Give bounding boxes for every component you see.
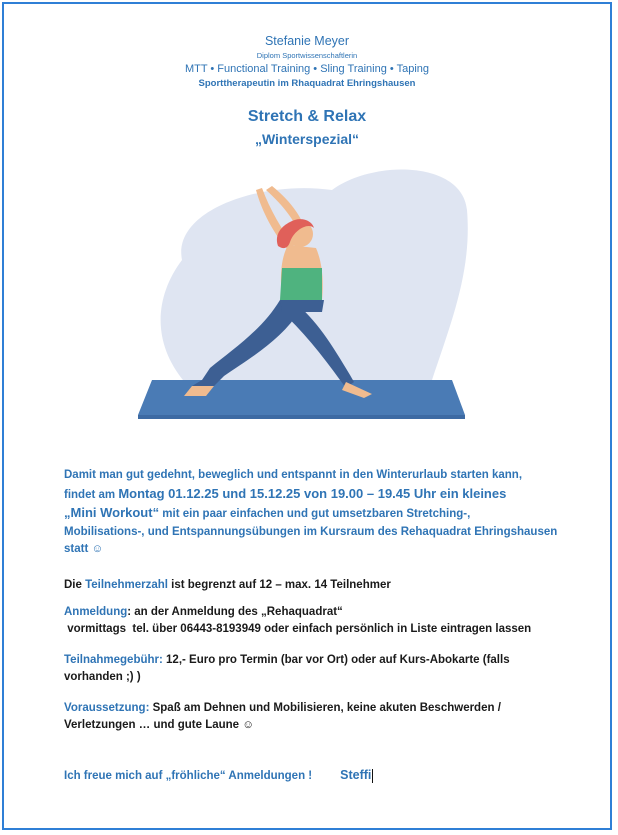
- intro-line-3b: mit ein paar einfachen und gut umsetzbaren Stretching-,: [159, 508, 471, 520]
- author-diploma: Diplom Sportwissenschaftlerin: [256, 51, 358, 60]
- yoga-warrior-pose-illustration: [132, 150, 469, 427]
- closing-line: [64, 767, 564, 785]
- participant-label: Teilnehmerzahl: [85, 579, 168, 591]
- requirements-label: Voraussetzung:: [64, 702, 150, 714]
- participant-limit: [64, 577, 564, 594]
- requirements-info: [64, 700, 564, 734]
- mini-workout-label: „Mini Workout“: [64, 505, 160, 520]
- author-role: Sporttherapeutin im Rhaquadrat Ehringshausen: [198, 78, 416, 89]
- intro-line-5: statt ☺: [64, 543, 104, 555]
- registration-info: [64, 604, 564, 638]
- fee-text-2: vorhanden ;) ): [64, 671, 141, 683]
- intro-line-4: Mobilisations-, und Entspannungsübungen im Kursraum des Rehaquadrat Ehringshausen: [64, 525, 558, 538]
- intro-line-1: Damit man gut gedehnt, beweglich und entspannt in den Winterurlaub starten kann,: [64, 469, 523, 481]
- signature: Steffi: [340, 768, 372, 782]
- requirements-text: Spaß am Dehnen und Mobilisieren, keine akuten Beschwerden /: [149, 702, 501, 714]
- text-cursor: [372, 769, 373, 783]
- intro-line-2: [64, 485, 564, 505]
- registration-text: : an der Anmeldung des „Rehaquadrat“: [127, 606, 343, 618]
- fee-label: Teilnahmegebühr:: [64, 654, 163, 666]
- course-dates: Montag 01.12.25 und 15.12.25 von 19.00 – 19.45 Uhr ein kleines: [118, 485, 507, 501]
- page-subtitle: „Winterspezial“: [254, 131, 360, 147]
- author-name: Stefanie Meyer: [264, 34, 350, 48]
- participant-prefix: Die: [64, 579, 86, 591]
- intro-paragraph: [64, 467, 564, 559]
- fee-text: 12,- Euro pro Termin (bar vor Ort) oder auf Kurs-Abokarte (falls: [162, 654, 510, 666]
- fee-info: [64, 652, 564, 686]
- intro-line-2a: findet am: [64, 488, 119, 501]
- author-specialties: MTT • Functional Training • Sling Training • Taping: [184, 63, 430, 75]
- intro-line-3: [64, 504, 564, 524]
- registration-phone: vormittags tel. über 06443-8193949 oder einfach persönlich in Liste eintragen lassen: [64, 623, 532, 635]
- participant-text: ist begrenzt auf 12 – max. 14 Teilnehmer: [167, 579, 391, 591]
- page-title: Stretch & Relax: [247, 108, 367, 125]
- closing-text: Ich freue mich auf „fröhliche“ Anmeldungen !: [64, 770, 313, 782]
- requirements-text-2: Verletzungen … und gute Laune ☺: [64, 719, 255, 731]
- registration-label: Anmeldung: [64, 606, 128, 618]
